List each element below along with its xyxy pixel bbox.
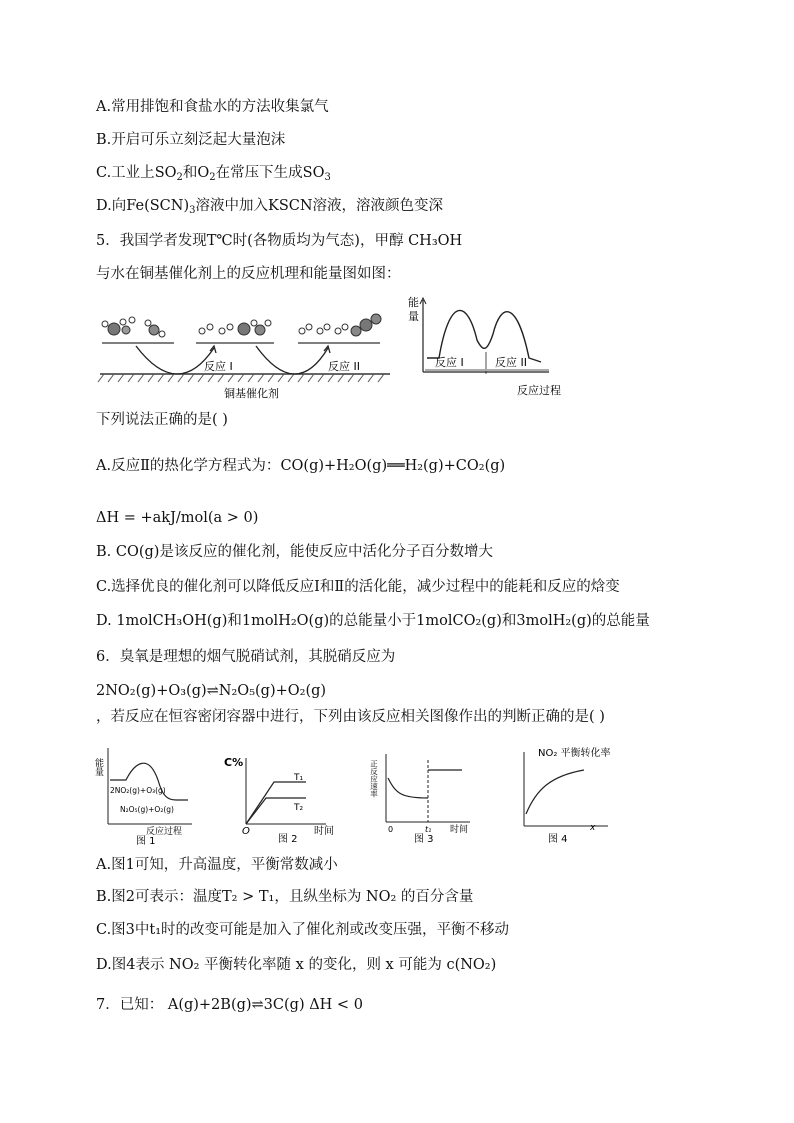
q6-option-d: D.图4表示 NO₂ 平衡转化率随 x 的变化，则 x 可能为 c(NO₂) <box>96 957 497 973</box>
water-molecule <box>145 320 165 337</box>
energy-label-r2: 反应 II <box>495 356 527 369</box>
svg-text:NO₂ 平衡转化率: NO₂ 平衡转化率 <box>538 748 611 759</box>
mech-label-r1: 反应 I <box>204 360 233 373</box>
svg-text:时间: 时间 <box>450 825 469 835</box>
svg-text:2NO₂(g)+O₃(g): 2NO₂(g)+O₃(g) <box>110 786 166 795</box>
q5-option-c: C.选择优良的催化剂可以降低反应Ⅰ和Ⅱ的活化能，减少过程中的能耗和反应的焓变 <box>96 579 620 595</box>
product-molecules <box>299 314 381 336</box>
q5-energy-figure <box>405 290 575 402</box>
q6-option-c: C.图3中t₁时的改变可能是加入了催化剂或改变压强，平衡不移动 <box>96 922 510 938</box>
q4-option-b: B.开启可乐立刻泛起大量泡沫 <box>96 132 286 148</box>
q6-stem: 6．臭氧是理想的烟气脱硝试剂，其脱硝反应为 <box>96 649 396 665</box>
q5-option-a-dh: ΔH = +akJ/mol(a > 0) <box>96 510 259 526</box>
svg-text:图 3: 图 3 <box>414 834 434 845</box>
svg-text:正反应速率: 正反应速率 <box>369 760 379 798</box>
q5-stem-line2: 与水在铜基催化剂上的反应机理和能量图如图： <box>96 266 401 282</box>
q5-stem-line1: 5．我国学者发现T℃时(各物质均为气态)，甲醇 CH₃OH <box>96 233 463 249</box>
q6-fig1 <box>93 744 200 847</box>
svg-text:N₂O₅(g)+O₂(g): N₂O₅(g)+O₂(g) <box>120 805 174 814</box>
q4-option-a: A.常用排饱和食盐水的方法收集氯气 <box>96 99 329 115</box>
svg-text:能: 能 <box>408 296 419 309</box>
svg-text:t₁: t₁ <box>425 825 432 834</box>
q4-option-c: C.工业上$SO_2$和$O_2$在常压下生成$SO_3$ <box>96 165 331 183</box>
svg-text:图 4: 图 4 <box>548 834 568 845</box>
q7-stem: 7．已知： A(g)+2B(g)⇌3C(g) ΔH < 0 <box>96 997 363 1013</box>
mech-label-r2: 反应 II <box>328 360 360 373</box>
svg-text:量: 量 <box>408 310 419 323</box>
svg-text:0: 0 <box>388 825 394 834</box>
svg-text:时间: 时间 <box>314 826 334 837</box>
energy-label-r1: 反应 I <box>435 356 464 369</box>
q6-fig3 <box>370 750 480 844</box>
q5-mechanism-figure <box>96 296 396 402</box>
q5-ask: 下列说法正确的是( ) <box>96 412 228 428</box>
q6-option-b: B.图2可表示：温度T₂ > T₁，且纵坐标为 NO₂ 的百分含量 <box>96 889 474 905</box>
energy-x-label: 反应过程 <box>517 384 561 397</box>
q4-option-d: D.向$Fe(SCN)_3$溶液中加入KSCN溶液，溶液颜色变深 <box>96 198 444 216</box>
q6-fig4 <box>512 744 632 844</box>
svg-text:图 2: 图 2 <box>278 834 298 845</box>
mech-label-catalyst: 铜基催化剂 <box>224 387 279 400</box>
q6-option-a: A.图1可知，升高温度，平衡常数减小 <box>96 857 338 873</box>
svg-text:O: O <box>242 826 250 837</box>
q6-fig2 <box>222 752 342 844</box>
q5-option-d: D. 1molCH₃OH(g)和1molH₂O(g)的总能量小于1molCO₂(g)和3molH₂(g)的总能量 <box>96 613 650 629</box>
svg-text:反应过程: 反应过程 <box>146 827 183 837</box>
methanol-molecule <box>102 317 135 335</box>
q6-equation: 2NO₂(g)+O₃(g)⇌N₂O₅(g)+O₂(g) <box>96 683 327 699</box>
q5-option-b: B. CO(g)是该反应的催化剂，能使反应中活化分子百分数增大 <box>96 544 493 560</box>
intermediate-molecules <box>199 320 271 335</box>
svg-text:x: x <box>590 823 596 833</box>
svg-text:T₂: T₂ <box>294 803 304 813</box>
q6-condition: ，若反应在恒容密闭容器中进行，下列由该反应相关图像作出的判断正确的是( ) <box>96 709 605 725</box>
svg-text:图 1: 图 1 <box>136 836 156 847</box>
svg-text:能量: 能量 <box>93 758 103 776</box>
svg-text:C%: C% <box>224 756 244 769</box>
svg-text:T₁: T₁ <box>294 773 304 783</box>
q5-option-a: A.反应Ⅱ的热化学方程式为：CO(g)+H₂O(g)══H₂(g)+CO₂(g) <box>96 458 506 474</box>
